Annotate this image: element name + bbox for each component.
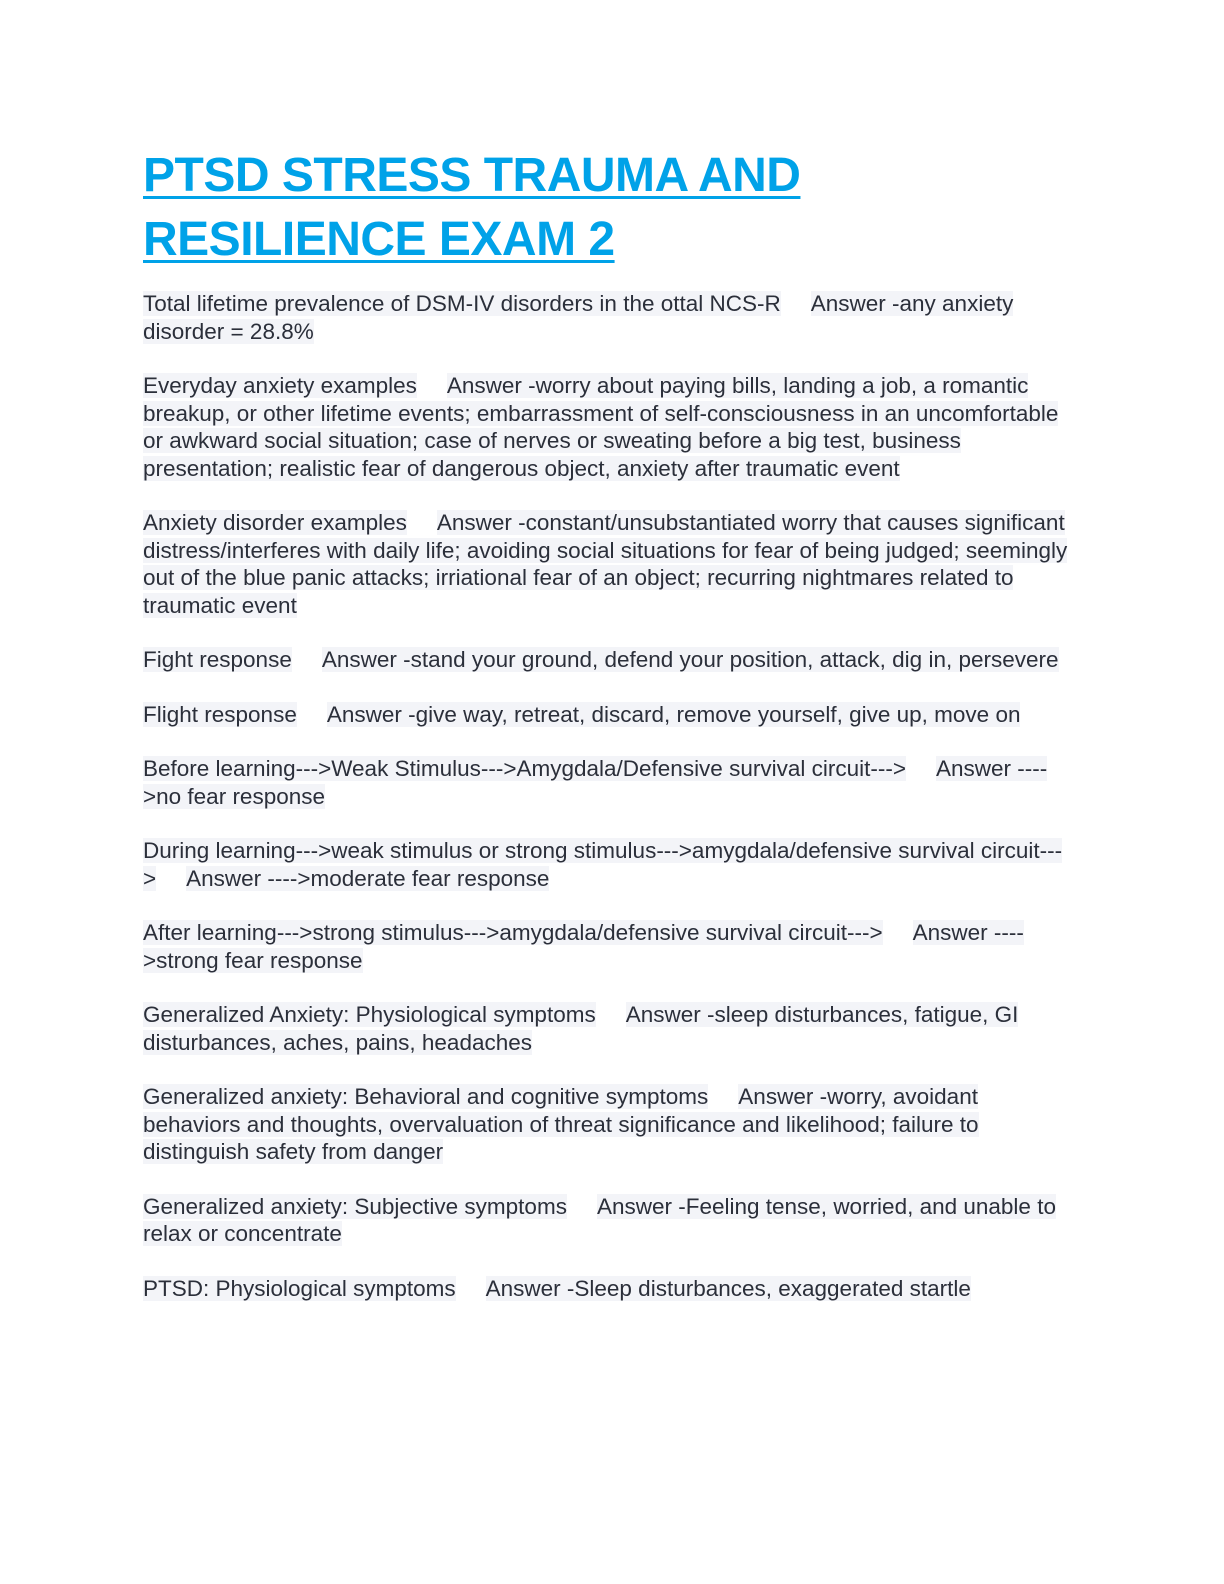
qa-item <box>143 701 1073 729</box>
qa-item <box>143 646 1073 674</box>
qa-item <box>143 1193 1073 1248</box>
document-page <box>143 144 1073 1329</box>
qa-item <box>143 1001 1073 1056</box>
answer-text: Answer ---->moderate fear response <box>186 865 550 891</box>
question-text: Total lifetime prevalence of DSM-IV disorders in the ottal NCS-R <box>143 291 781 316</box>
document-title: PTSD STRESS TRAUMA AND RESILIENCE EXAM 2 <box>143 149 801 266</box>
answer-text: Answer -Feeling tense, worried, and unable to relax or concentrate <box>143 1193 1056 1246</box>
question-text: Before learning--->Weak Stimulus--->Amygdala/Defensive survival circuit---> <box>143 756 906 781</box>
answer-text: Answer -any anxiety disorder = 28.8% <box>143 291 1014 344</box>
qa-item <box>143 372 1073 482</box>
answer-text: Answer ---->strong fear response <box>143 920 1024 973</box>
question-text: Generalized Anxiety: Physiological symptoms <box>143 1002 596 1027</box>
question-text: Generalized anxiety: Behavioral and cognitive symptoms <box>143 1084 709 1109</box>
answer-text: Answer ---->no fear response <box>143 756 1048 809</box>
answer-text: Answer -give way, retreat, discard, remove yourself, give up, move on <box>326 701 1021 727</box>
qa-item <box>143 1083 1073 1166</box>
qa-item <box>143 509 1073 619</box>
qa-item <box>143 919 1073 974</box>
answer-text: Answer -sleep disturbances, fatigue, GI disturbances, aches, pains, headaches <box>143 1002 1019 1055</box>
question-text: Everyday anxiety examples <box>143 373 417 398</box>
qa-item <box>143 290 1073 345</box>
answer-text: Answer -worry about paying bills, landing a job, a romantic breakup, or other lifetime events; embarrassment of self-consciousness in an uncomfortable or awkward social situation; case of nerves or sweating before a big test, business presentation; realistic fear of dangerous object, anxiety after traumatic event <box>143 373 1059 481</box>
qa-item <box>143 1275 1073 1303</box>
question-text: Fight response <box>143 647 292 672</box>
question-text: Flight response <box>143 701 297 727</box>
qa-list <box>143 290 1073 1302</box>
answer-text: Answer -stand your ground, defend your position, attack, dig in, persevere <box>321 647 1059 672</box>
question-text: After learning--->strong stimulus--->amygdala/defensive survival circuit---> <box>143 920 883 945</box>
question-text: Generalized anxiety: Subjective symptoms <box>143 1193 567 1219</box>
answer-text: Answer -Sleep disturbances, exaggerated startle <box>485 1275 971 1301</box>
answer-text: Answer -constant/unsubstantiated worry that causes significant distress/interferes with daily life; avoiding social situations for fear of being judged; seemingly out of the blue panic attacks; irriational fear of an object; recurring nightmares related to traumatic event <box>143 510 1068 618</box>
answer-text: Answer -worry, avoidant behaviors and thoughts, overvaluation of threat significance and likelihood; failure to distinguish safety from danger <box>143 1084 979 1164</box>
qa-item <box>143 755 1073 810</box>
question-text: Anxiety disorder examples <box>143 510 407 535</box>
question-text: During learning--->weak stimulus or strong stimulus--->amygdala/defensive survival circuit---> <box>143 838 1063 891</box>
question-text: PTSD: Physiological symptoms <box>143 1275 456 1301</box>
qa-item <box>143 837 1073 892</box>
